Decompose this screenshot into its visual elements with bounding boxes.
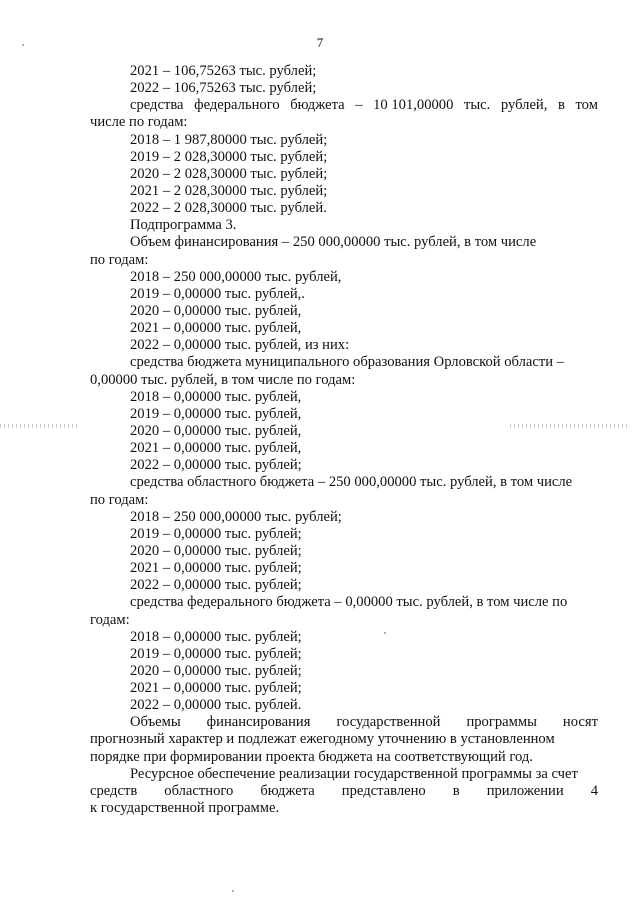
- document-body: [90, 63, 598, 817]
- scan-speck: [22, 44, 24, 46]
- scan-speck: [384, 632, 386, 634]
- text-line: числе по годам:: [90, 114, 188, 131]
- text-line: 2020 – 0,00000 тыс. рублей;: [130, 542, 302, 559]
- text-word: программы: [466, 714, 537, 731]
- text-word: носят: [562, 714, 598, 731]
- text-line: 2020 – 2 028,30000 тыс. рублей;: [130, 165, 328, 182]
- text-line: по годам:: [90, 491, 149, 508]
- text-line: 2019 – 0,00000 тыс. рублей;: [130, 525, 302, 542]
- text-line: средства областного бюджета – 250 000,00000 тыс. рублей, в том числе: [130, 474, 573, 491]
- text-line: 2019 – 0,00000 тыс. рублей,: [130, 405, 302, 422]
- text-line: 2022 – 0,00000 тыс. рублей;: [130, 577, 302, 594]
- text-word: государственной: [336, 714, 441, 731]
- text-line: 2021 – 106,75263 тыс. рублей;: [130, 63, 317, 79]
- text-word: 10 101,00000: [373, 97, 454, 114]
- text-word: рублей,: [500, 97, 548, 114]
- text-word: финансирования: [206, 714, 311, 731]
- text-line: 2022 – 0,00000 тыс. рублей.: [130, 697, 302, 714]
- text-line: 2022 – 2 028,30000 тыс. рублей.: [130, 200, 327, 217]
- text-word: –: [355, 97, 363, 114]
- text-word: средства: [130, 97, 184, 114]
- text-line: 2020 – 0,00000 тыс. рублей,: [130, 302, 302, 319]
- text-line: 2022 – 0,00000 тыс. рублей, из них:: [130, 337, 350, 354]
- text-line: 2022 – 0,00000 тыс. рублей;: [130, 457, 302, 474]
- text-line: 2018 – 250 000,00000 тыс. рублей,: [130, 268, 342, 285]
- text-line: 0,00000 тыс. рублей, в том числе по годам:: [90, 371, 356, 388]
- text-line: по годам:: [90, 251, 149, 268]
- page-number: 7: [316, 35, 324, 50]
- text-line: средства бюджета муниципального образования Орловской области –: [130, 354, 564, 371]
- text-line: годам:: [90, 611, 130, 628]
- text-line: 2019 – 0,00000 тыс. рублей,.: [130, 285, 305, 302]
- text-line: 2019 – 0,00000 тыс. рублей;: [130, 645, 302, 662]
- text-line: средства федерального бюджета – 0,00000 тыс. рублей, в том числе по: [130, 594, 568, 611]
- text-line: порядке при формировании проекта бюджета на соответствующий год.: [90, 748, 533, 765]
- text-line: 2020 – 0,00000 тыс. рублей,: [130, 422, 302, 439]
- text-line: 2020 – 0,00000 тыс. рублей;: [130, 662, 302, 679]
- text-word: Объемы: [130, 714, 181, 731]
- text-word: бюджета: [290, 97, 345, 114]
- text-word: федерального: [194, 97, 280, 114]
- text-word: бюджета: [260, 782, 315, 799]
- text-line: Ресурсное обеспечение реализации государственной программы за счет: [130, 765, 578, 782]
- text-word: представлено: [341, 782, 426, 799]
- text-word: приложении: [486, 782, 564, 799]
- text-line: 2021 – 0,00000 тыс. рублей,: [130, 320, 302, 337]
- scan-artifact-left: [0, 424, 80, 428]
- text-line: 2018 – 0,00000 тыс. рублей,: [130, 388, 302, 405]
- text-word: тыс.: [463, 97, 491, 114]
- text-line: [90, 714, 598, 731]
- text-line: Объем финансирования – 250 000,00000 тыс. рублей, в том числе: [130, 234, 537, 251]
- text-line: 2021 – 0,00000 тыс. рублей,: [130, 440, 302, 457]
- text-word: в: [452, 782, 460, 799]
- text-word: 4: [590, 782, 598, 799]
- text-line: 2021 – 0,00000 тыс. рублей;: [130, 560, 302, 577]
- text-line: 2019 – 2 028,30000 тыс. рублей;: [130, 148, 328, 165]
- text-line: прогнозный характер и подлежат ежегодному уточнению в установленном: [90, 731, 555, 748]
- scan-artifact-right: [510, 424, 630, 428]
- text-line: 2018 – 0,00000 тыс. рублей;: [130, 628, 302, 645]
- text-line: [90, 97, 598, 114]
- text-line: 2018 – 1 987,80000 тыс. рублей;: [130, 131, 328, 148]
- text-line: 2018 – 250 000,00000 тыс. рублей;: [130, 508, 342, 525]
- text-line: Подпрограмма 3.: [130, 217, 237, 234]
- text-line: 2021 – 2 028,30000 тыс. рублей;: [130, 182, 328, 199]
- text-word: в: [557, 97, 565, 114]
- text-word: средств: [90, 782, 138, 799]
- text-line: к государственной программе.: [90, 800, 280, 817]
- text-line: 2022 – 106,75263 тыс. рублей;: [130, 80, 317, 97]
- text-word: том: [575, 97, 598, 114]
- scan-speck: [232, 890, 234, 892]
- text-line: 2021 – 0,00000 тыс. рублей;: [130, 680, 302, 697]
- text-line: [90, 783, 598, 800]
- text-word: областного: [164, 782, 234, 799]
